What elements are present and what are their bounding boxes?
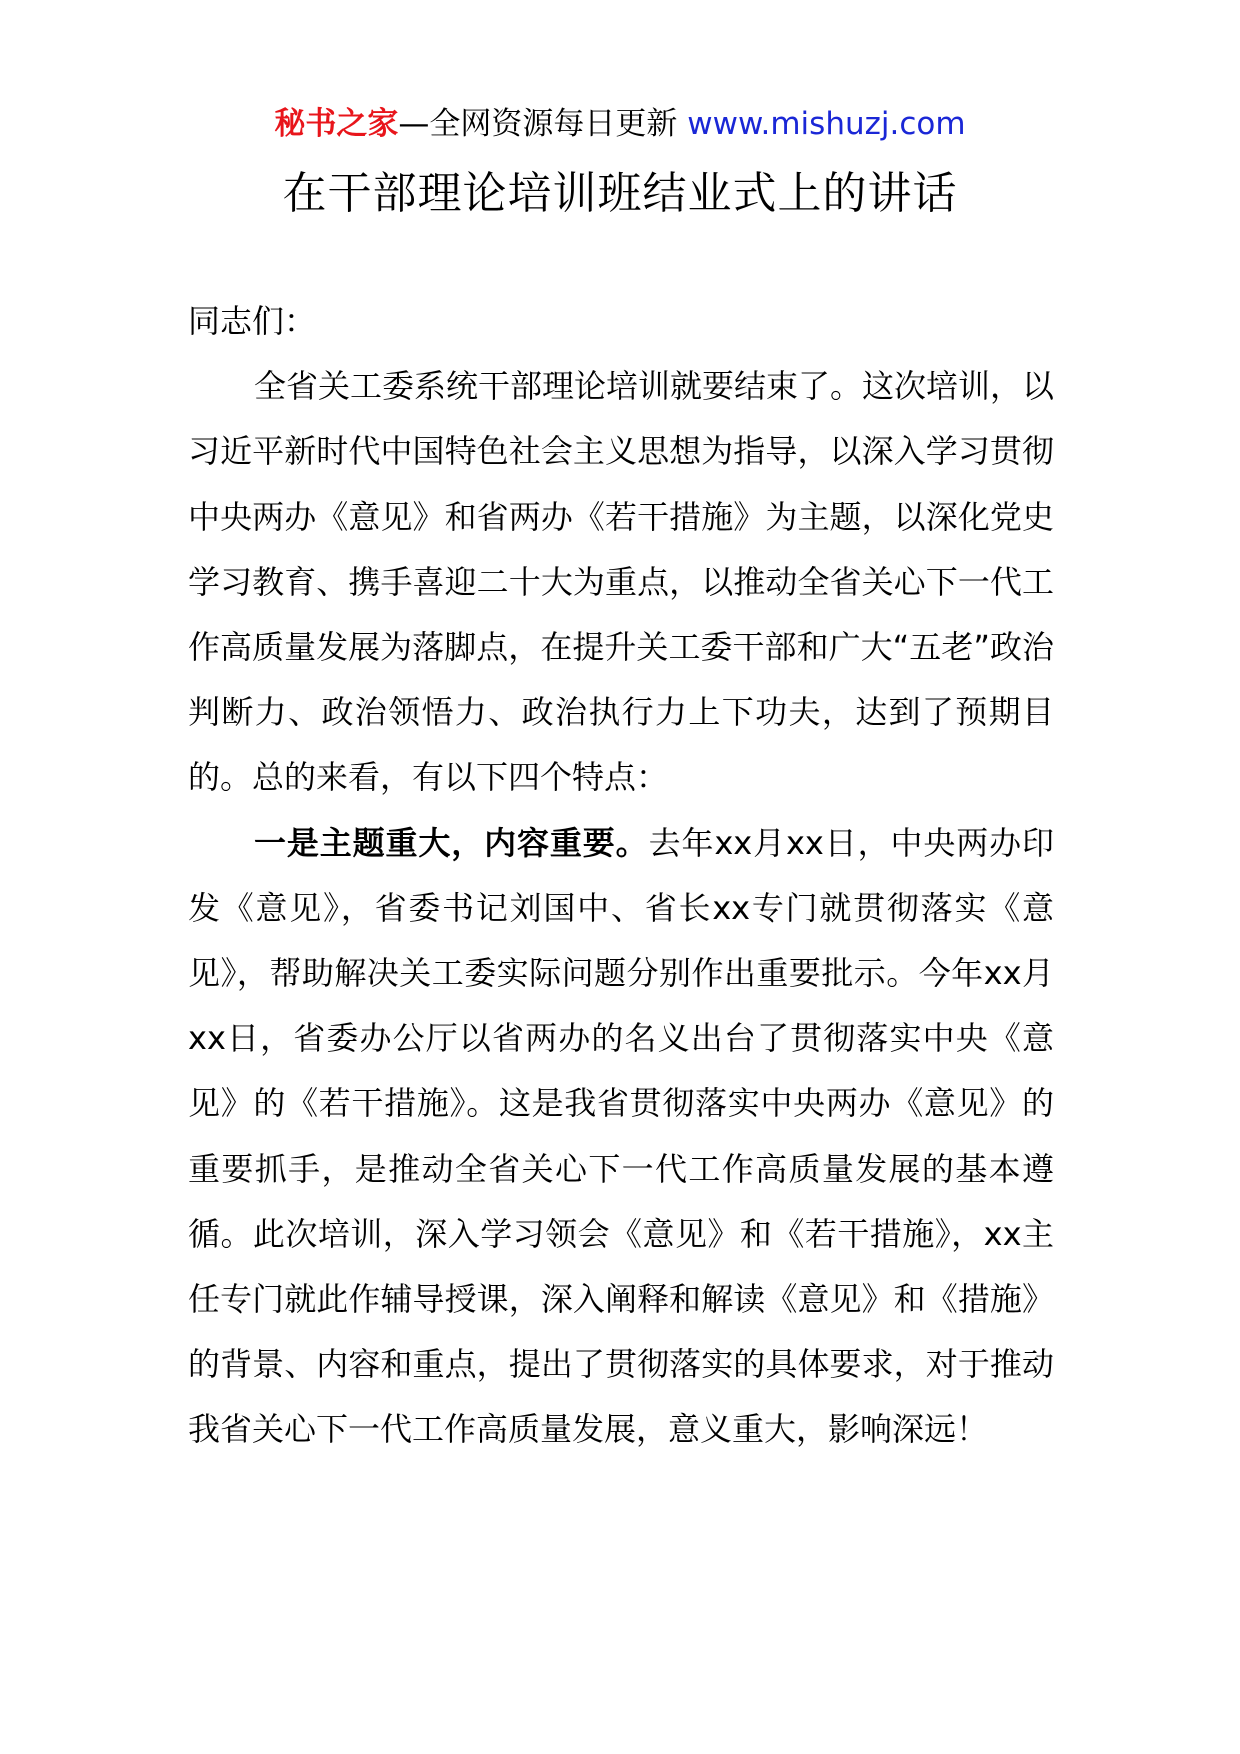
paragraph-text: 去年xx月xx日，中央两办印发《意见》，省委书记刘国中、省长xx专门就贯彻落实《意见》，帮助解决关工委实际问题分别作出重要批示。今年xx月xx日，省委办公厅以省两办的名义出台了贯彻落实中央《意见》的《若干措施》。这是我省贯彻落实中央两办《意见》的重要抓手，是推动全省关心下一代工作高质量发展的基本遵循。此次培训，深入学习领会《意见》和《若干措施》，xx主任专门就此作辅导授课，深入阐释和解读《意见》和《措施》的背景、内容和重点，提出了贯彻落实的具体要求，对于推动我省关心下一代工作高质量发展，意义重大，影响深远！ [188, 823, 1054, 1449]
site-header [0, 102, 1240, 146]
paragraph-text: 全省关工委系统干部理论培训就要结束了。这次培训，以习近平新时代中国特色社会主义思想为指导，以深入学习贯彻中央两办《意见》和省两办《若干措施》为主题，以深化党史学习教育、携手喜迎二十大为重点，以推动全省关心下一代工作高质量发展为落脚点，在提升关工委干部和广大“五老”政治判断力、政治领悟力、政治执行力上下功夫，达到了预期目的。总的来看，有以下四个特点： [188, 367, 1055, 797]
salutation: 同志们： [188, 302, 317, 340]
paragraph-intro [188, 354, 1054, 810]
document-body [188, 289, 1054, 1463]
brand-name: 秘书之家 [274, 106, 399, 142]
site-url[interactable]: www.mishuzj.com [687, 106, 966, 142]
paragraph-lead: 一是主题重大，内容重要。 [254, 823, 649, 862]
paragraph-point-one [188, 811, 1054, 1463]
document-title: 在干部理论培训班结业式上的讲话 [282, 168, 958, 219]
header-slogan: —全网资源每日更新 [398, 106, 688, 142]
